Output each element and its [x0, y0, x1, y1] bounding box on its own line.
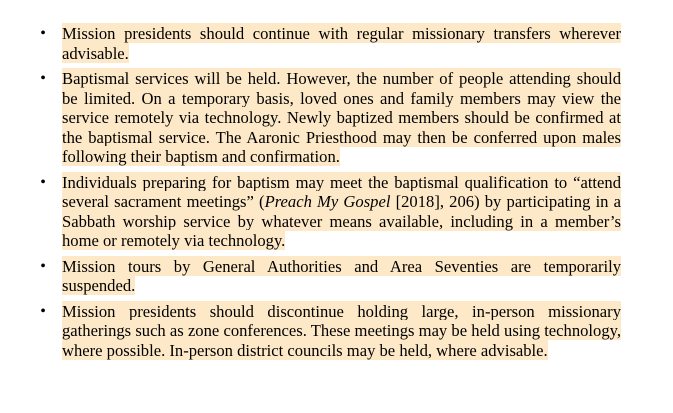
item-text-highlight: Mission presidents should discontinue holding large, in-person missionary gatherings such as zone conferences. These meetings may be held using technology, where possible. In-person district councils may be held, where advisable. — [62, 301, 621, 360]
bullet-list — [0, 24, 673, 366]
list-item — [0, 24, 673, 63]
item-text — [62, 173, 621, 251]
book-title: Preach My Gospel — [264, 192, 391, 211]
bullet-icon: • — [40, 257, 46, 275]
bullet-icon: • — [40, 70, 46, 87]
item-text-highlight: Baptismal services will be held. However, the number of people attending should be limited. On a temporary basis, loved ones and family members may view the service remotely via technology. Newly baptized members should be confirmed at the baptismal service. The Aaronic Priesthood may then be conferred upon males following their baptism and confirmation. — [62, 69, 621, 166]
item-text-part: Individuals preparing for baptism may meet the baptismal qualification to “attend several sacrament meetings” ( — [62, 172, 621, 211]
bullet-icon: • — [40, 302, 46, 320]
item-text-highlight: Mission presidents should continue with regular missionary transfers wherever advisable. — [62, 24, 621, 63]
list-item — [0, 173, 673, 251]
list-item — [0, 69, 673, 167]
item-text — [62, 257, 621, 296]
item-text — [62, 69, 621, 167]
item-text-part: [2018], 206) by participating in a Sabbath worship service by whatever means available, including in a member’s home or remotely via technology. — [62, 192, 622, 250]
item-text — [62, 24, 621, 63]
item-text-highlight: Mission tours by General Authorities and Area Seventies are temporarily suspended. — [62, 256, 621, 295]
list-item — [0, 257, 673, 296]
bullet-icon: • — [40, 173, 46, 191]
item-text-highlight — [62, 172, 621, 251]
bullet-icon: • — [40, 25, 46, 42]
item-text — [62, 302, 621, 361]
list-item — [0, 302, 673, 361]
